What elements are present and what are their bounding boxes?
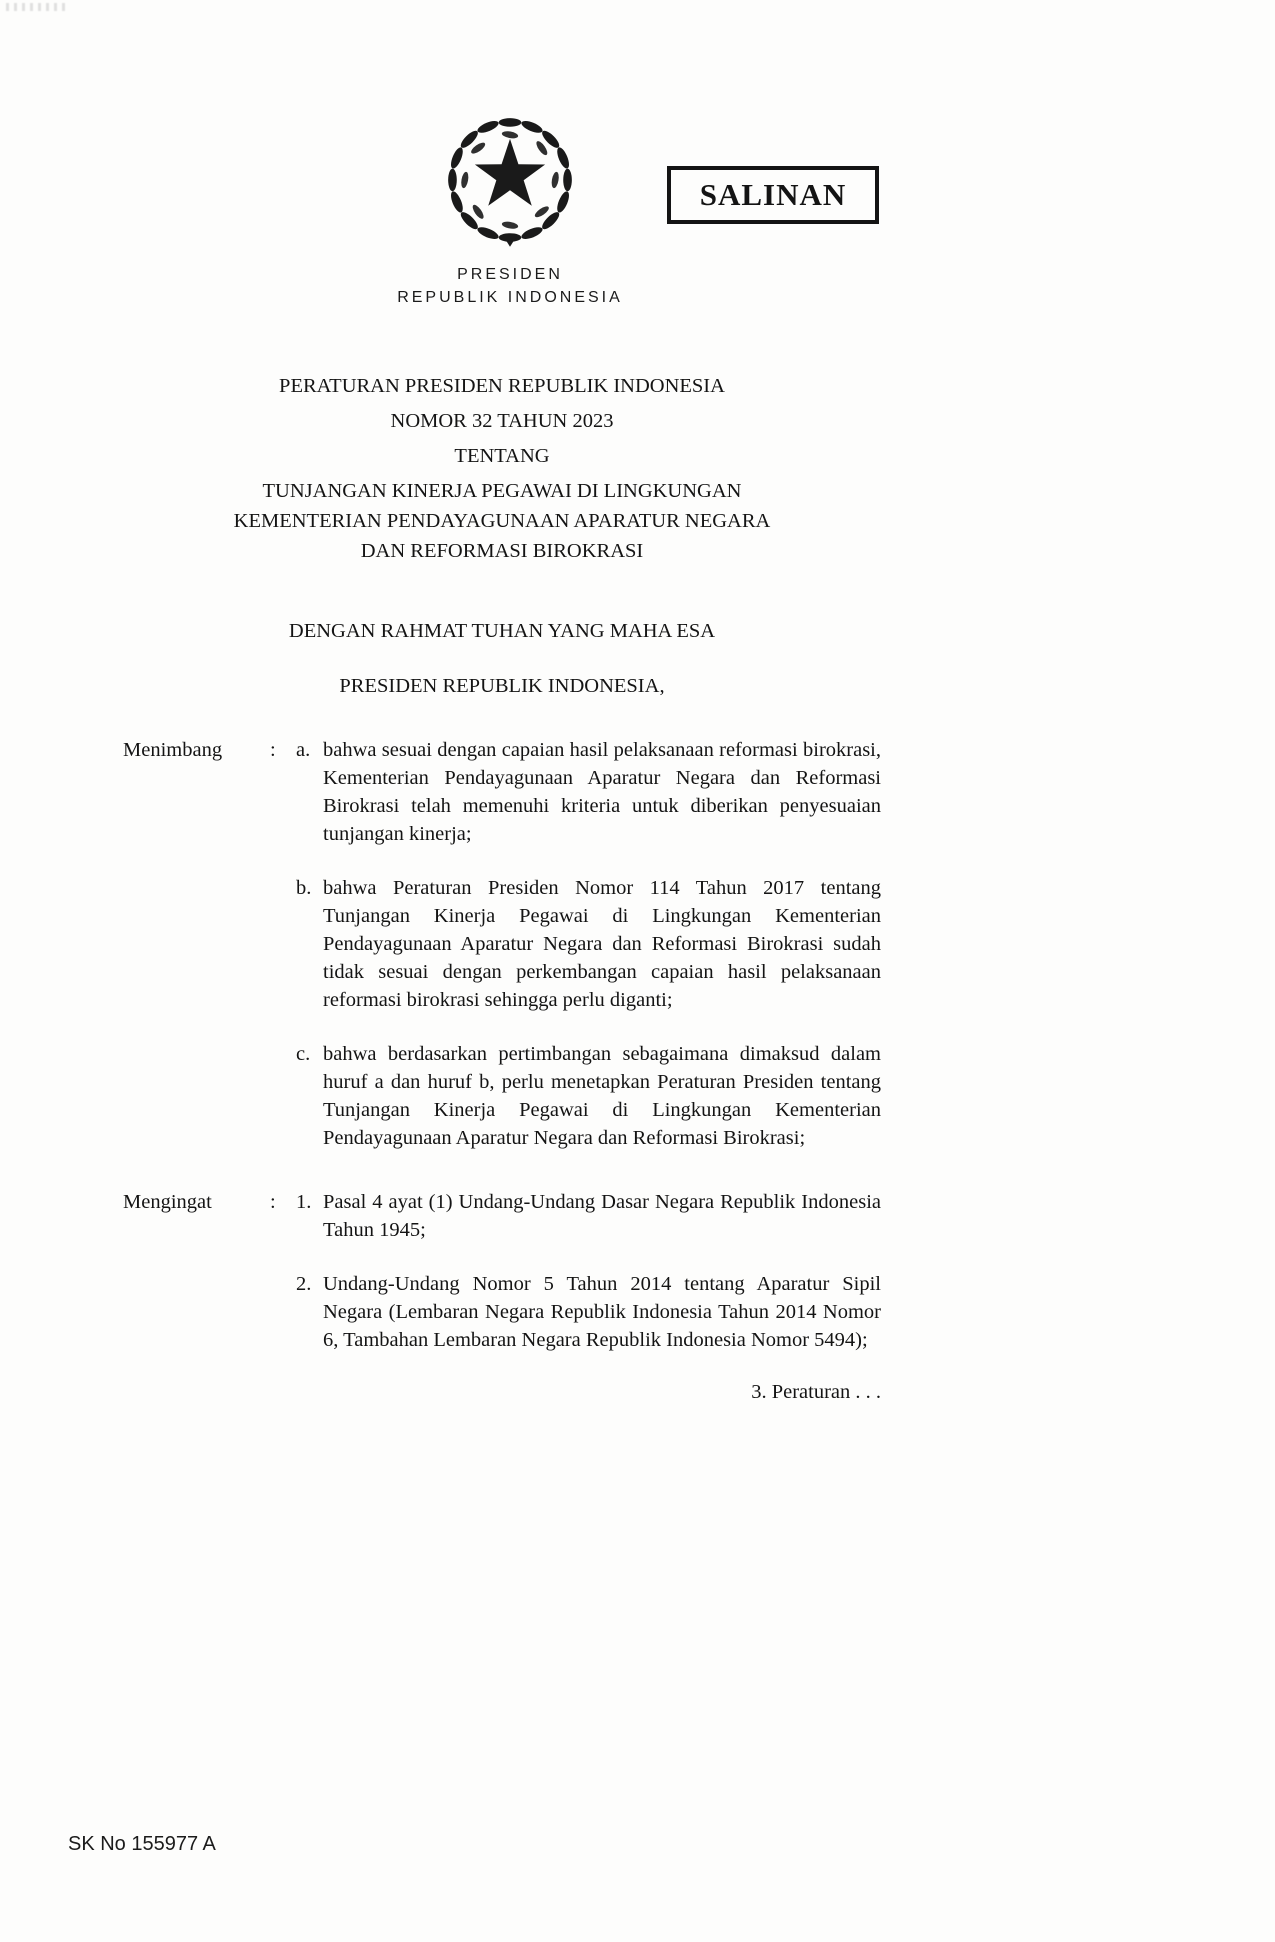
item-marker-1: 1.	[296, 1191, 312, 1213]
scan-artifact	[6, 3, 66, 11]
spacer	[123, 874, 270, 1014]
letterhead	[0, 106, 1020, 307]
title-line-3: TENTANG	[454, 445, 550, 467]
title-line-6: DAN REFORMASI BIROKRASI	[360, 540, 644, 562]
menimbang-label: Menimbang	[123, 739, 223, 761]
item-marker-2: 2.	[296, 1273, 312, 1295]
mengingat-item-2	[123, 1270, 881, 1354]
item-text-b: bahwa Peraturan Presiden Nomor 114 Tahun 2017 tentang Tunjangan Kinerja Pegawai di Lingkungan Kementerian Pendayagunaan Aparatur Negara dan Reformasi Birokrasi sudah tidak sesuai dengan perkembangan capaian hasil pelaksanaan reformasi birokrasi sehingga perlu diganti;	[323, 877, 881, 1011]
spacer	[123, 1270, 270, 1354]
document-body	[123, 372, 881, 1406]
item-marker-c: c.	[296, 1043, 311, 1065]
spacer	[270, 874, 296, 1014]
mengingat-colon: :	[270, 1191, 276, 1213]
presidential-seal-emblem	[437, 106, 583, 256]
mengingat-item-1	[123, 1188, 881, 1244]
letterhead-line-presiden: PRESIDEN	[457, 266, 563, 283]
salinan-stamp-text: SALINAN	[699, 177, 847, 212]
title-line-5: KEMENTERIAN PENDAYAGUNAAN APARATUR NEGARA	[233, 510, 771, 532]
title-block	[123, 372, 881, 565]
preamble-presiden: PRESIDEN REPUBLIK INDONESIA,	[339, 675, 665, 697]
item-text-c: bahwa berdasarkan pertimbangan sebagaimana dimaksud dalam huruf a dan huruf b, perlu menetapkan Peraturan Presiden tentang Tunjangan Kinerja Pegawai di Lingkungan Kementerian Pendayagunaan Aparatur Negara dan Reformasi Birokrasi;	[323, 1043, 881, 1149]
item-marker-a: a.	[296, 739, 311, 761]
spacer	[270, 1270, 296, 1354]
spacer	[270, 1040, 296, 1152]
mengingat-label: Mengingat	[123, 1191, 212, 1213]
item-marker-b: b.	[296, 877, 312, 899]
page-continuation-catchword: 3. Peraturan . . .	[751, 1381, 881, 1403]
document-control-number: SK No 155977 A	[68, 1833, 216, 1855]
menimbang-section	[123, 736, 881, 1152]
menimbang-item-b	[123, 874, 881, 1014]
title-line-4: TUNJANGAN KINERJA PEGAWAI DI LINGKUNGAN	[262, 480, 742, 502]
menimbang-item-a	[123, 736, 881, 848]
item-text-a: bahwa sesuai dengan capaian hasil pelaksanaan reformasi birokrasi, Kementerian Pendayagunaan Aparatur Negara dan Reformasi Birokrasi telah memenuhi kriteria untuk diberikan penyesuaian tunjangan kinerja;	[323, 739, 881, 845]
item-text-2: Undang-Undang Nomor 5 Tahun 2014 tentang Aparatur Sipil Negara (Lembaran Negara Republik Indonesia Tahun 2014 Nomor 6, Tambahan Lembaran Negara Republik Indonesia Nomor 5494);	[323, 1273, 881, 1351]
letterhead-line-republik-indonesia: REPUBLIK INDONESIA	[397, 289, 623, 306]
item-text-1: Pasal 4 ayat (1) Undang-Undang Dasar Negara Republik Indonesia Tahun 1945;	[323, 1191, 881, 1241]
menimbang-item-c	[123, 1040, 881, 1152]
preamble-rahmat: DENGAN RAHMAT TUHAN YANG MAHA ESA	[288, 620, 716, 642]
spacer	[123, 1040, 270, 1152]
mengingat-section	[123, 1188, 881, 1354]
title-line-2: NOMOR 32 TAHUN 2023	[390, 410, 614, 432]
title-line-1: PERATURAN PRESIDEN REPUBLIK INDONESIA	[279, 375, 725, 397]
menimbang-colon: :	[270, 739, 276, 761]
